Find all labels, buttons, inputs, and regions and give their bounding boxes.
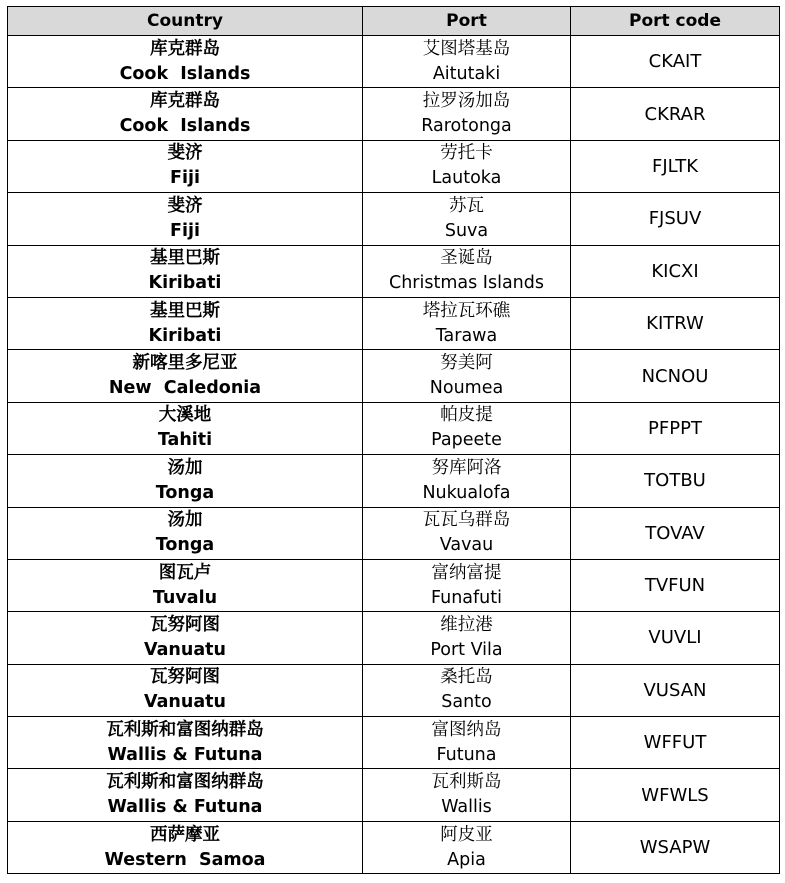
port-code: VUVLI	[648, 627, 702, 649]
port-name-en: Funafuti	[431, 587, 502, 608]
country-cell	[8, 821, 363, 873]
port-cell	[363, 140, 571, 192]
country-name-en: Tonga	[155, 535, 215, 556]
port-name-zh: 努库阿洛	[431, 457, 502, 478]
port-name-en: Wallis	[441, 797, 492, 818]
country-name-zh: 汤加	[167, 457, 203, 478]
port-code: WSAPW	[639, 837, 711, 859]
port-code-cell	[571, 350, 780, 402]
country-cell	[8, 350, 363, 402]
port-name-en: Noumea	[429, 378, 504, 399]
country-cell	[8, 559, 363, 611]
port-name-en: Nukualofa	[422, 482, 511, 503]
port-name-en: Christmas Islands	[389, 273, 544, 294]
port-name-zh: 塔拉瓦环礁	[422, 300, 511, 321]
port-cell	[363, 245, 571, 297]
table-row	[8, 350, 780, 402]
country-name-en: Tuvalu	[152, 587, 218, 608]
country-name-zh: 瓦利斯和富图纳群岛	[106, 772, 264, 793]
port-code: FJSUV	[648, 208, 702, 230]
port-name-zh: 苏瓦	[449, 195, 484, 216]
country-name-en: Kiribati	[148, 273, 222, 294]
port-name-en: Futuna	[436, 744, 497, 765]
port-code-cell	[571, 507, 780, 559]
country-name-en: Tahiti	[157, 430, 213, 451]
table-row	[8, 245, 780, 297]
port-name-zh: 瓦瓦乌群岛	[422, 510, 511, 531]
port-cell	[363, 507, 571, 559]
country-name-zh: 库克群岛	[150, 38, 220, 59]
country-name-en: Western Samoa	[104, 849, 266, 870]
port-cell	[363, 769, 571, 821]
table-row	[8, 717, 780, 769]
port-name-en: Rarotonga	[421, 116, 512, 137]
port-name-en: Port Vila	[430, 639, 503, 660]
country-name-en: Fiji	[170, 168, 200, 189]
port-code: WFFUT	[643, 732, 707, 754]
port-code-cell	[571, 717, 780, 769]
port-name-zh: 艾图塔基岛	[422, 38, 511, 59]
port-code-cell	[571, 664, 780, 716]
country-name-zh: 瓦努阿图	[150, 667, 220, 688]
port-name-zh: 努美阿	[440, 353, 493, 374]
port-name-zh: 拉罗汤加岛	[422, 91, 511, 112]
port-cell	[363, 402, 571, 454]
table-row	[8, 821, 780, 873]
country-cell	[8, 717, 363, 769]
table-row	[8, 402, 780, 454]
port-name-en: Tarawa	[435, 325, 498, 346]
country-name-zh: 大溪地	[158, 405, 212, 426]
table-row	[8, 455, 780, 507]
port-code: CKRAR	[644, 103, 706, 125]
port-name-zh: 瓦利斯岛	[431, 772, 502, 793]
port-name-en: Suva	[444, 220, 489, 241]
port-cell	[363, 455, 571, 507]
port-name-zh: 阿皮亚	[440, 824, 493, 845]
port-code-cell	[571, 402, 780, 454]
port-name-en: Apia	[447, 849, 486, 870]
port-cell	[363, 350, 571, 402]
country-cell	[8, 245, 363, 297]
port-code: TVFUN	[644, 575, 706, 597]
port-name-zh: 圣诞岛	[440, 248, 493, 269]
table-row	[8, 769, 780, 821]
country-cell	[8, 455, 363, 507]
table-row	[8, 193, 780, 245]
country-name-en: Cook Islands	[119, 63, 251, 84]
table-row	[8, 140, 780, 192]
port-name-zh: 富纳富提	[431, 562, 502, 583]
header-row	[8, 7, 780, 36]
port-cell	[363, 717, 571, 769]
table-row	[8, 507, 780, 559]
port-cell	[363, 297, 571, 349]
port-name-en: Vavau	[439, 535, 494, 556]
port-name-zh: 帕皮提	[440, 405, 493, 426]
country-name-zh: 瓦努阿图	[150, 614, 220, 635]
port-code-cell	[571, 193, 780, 245]
table-row	[8, 297, 780, 349]
port-cell	[363, 664, 571, 716]
country-cell	[8, 769, 363, 821]
country-cell	[8, 88, 363, 140]
country-name-zh: 新喀里多尼亚	[132, 353, 238, 374]
port-cell	[363, 821, 571, 873]
port-code-cell	[571, 559, 780, 611]
country-name-zh: 斐济	[167, 195, 203, 216]
country-name-en: Tonga	[155, 482, 215, 503]
country-name-en: Vanuatu	[144, 692, 226, 713]
port-code: NCNOU	[641, 365, 709, 387]
port-code-cell	[571, 245, 780, 297]
port-code: TOVAV	[645, 522, 705, 544]
table-row	[8, 664, 780, 716]
header-port-code: Port code	[571, 7, 780, 36]
table-row	[8, 612, 780, 664]
table-row	[8, 88, 780, 140]
country-cell	[8, 507, 363, 559]
port-code: VUSAN	[643, 679, 707, 701]
port-code-cell	[571, 821, 780, 873]
port-code: CKAIT	[648, 51, 702, 73]
port-code: TOTBU	[644, 470, 706, 492]
country-name-en: Cook Islands	[119, 116, 251, 137]
port-name-zh: 桑托岛	[440, 667, 493, 688]
country-cell	[8, 664, 363, 716]
port-name-en: Aitutaki	[432, 63, 501, 84]
country-name-zh: 基里巴斯	[150, 300, 220, 321]
country-name-en: Fiji	[170, 220, 200, 241]
port-code-cell	[571, 455, 780, 507]
port-code-cell	[571, 297, 780, 349]
header-port: Port	[363, 7, 571, 36]
port-code: PFPPT	[648, 417, 702, 439]
port-name-zh: 富图纳岛	[431, 719, 502, 740]
country-name-en: Kiribati	[148, 325, 222, 346]
country-cell	[8, 297, 363, 349]
country-cell	[8, 193, 363, 245]
country-name-zh: 汤加	[167, 510, 203, 531]
port-code: FJLTK	[651, 155, 698, 177]
country-cell	[8, 612, 363, 664]
port-cell	[363, 88, 571, 140]
port-code-table	[7, 6, 780, 874]
port-name-en: Lautoka	[431, 168, 502, 189]
country-cell	[8, 402, 363, 454]
country-cell	[8, 140, 363, 192]
port-code-sheet	[7, 6, 779, 874]
country-name-zh: 斐济	[167, 143, 203, 164]
port-code: KICXI	[651, 260, 699, 282]
table-row	[8, 36, 780, 88]
country-name-en: Wallis & Futuna	[107, 797, 263, 818]
country-name-en: Wallis & Futuna	[107, 744, 263, 765]
port-cell	[363, 612, 571, 664]
country-cell	[8, 36, 363, 88]
country-name-zh: 图瓦卢	[158, 562, 212, 583]
country-name-zh: 西萨摩亚	[150, 824, 220, 845]
port-name-zh: 劳托卡	[440, 143, 493, 164]
port-code-cell	[571, 612, 780, 664]
table-body	[8, 36, 780, 874]
port-code-cell	[571, 769, 780, 821]
port-code-cell	[571, 88, 780, 140]
table-row	[8, 559, 780, 611]
port-code: KITRW	[646, 313, 704, 335]
country-name-en: Vanuatu	[144, 639, 226, 660]
header-country: Country	[8, 7, 363, 36]
port-code-cell	[571, 140, 780, 192]
port-cell	[363, 193, 571, 245]
port-name-zh: 维拉港	[440, 614, 493, 635]
country-name-zh: 库克群岛	[150, 91, 220, 112]
port-name-en: Santo	[441, 692, 492, 713]
country-name-en: New Caledonia	[108, 378, 262, 399]
port-cell	[363, 559, 571, 611]
port-code-cell	[571, 36, 780, 88]
port-cell	[363, 36, 571, 88]
country-name-zh: 基里巴斯	[150, 248, 220, 269]
country-name-zh: 瓦利斯和富图纳群岛	[106, 719, 264, 740]
port-code: WFWLS	[641, 784, 709, 806]
port-name-en: Papeete	[431, 430, 502, 451]
